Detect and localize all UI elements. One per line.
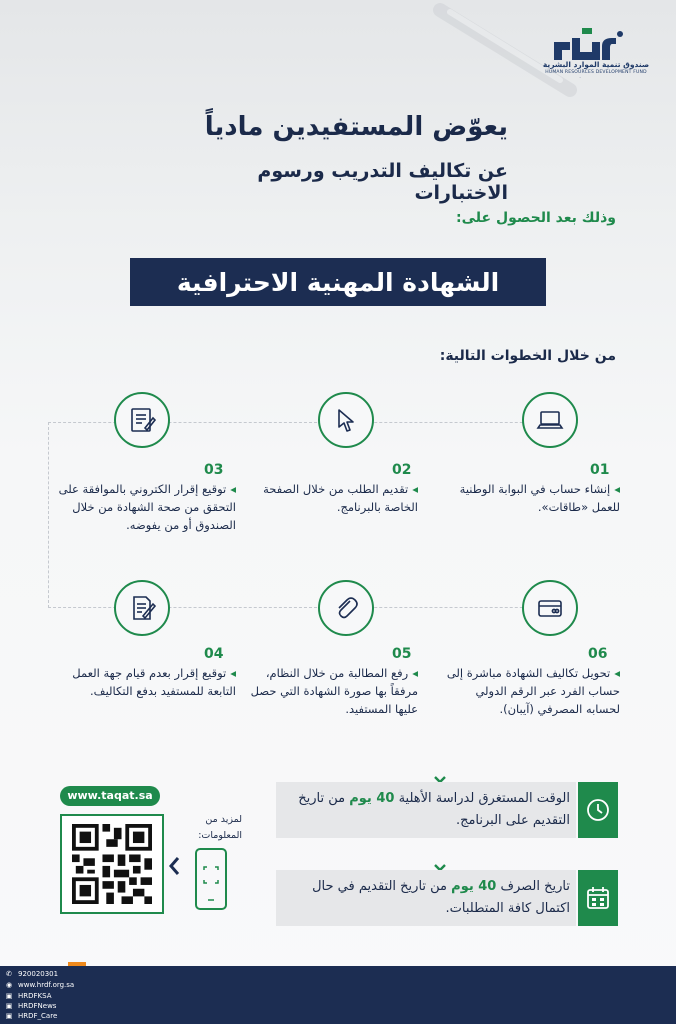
eligibility-text [286, 788, 570, 832]
payment-text [286, 876, 570, 920]
payment-days: 40 يوم [451, 879, 497, 894]
step-05 [250, 664, 418, 718]
laptop-icon [534, 404, 566, 436]
step-02-circle [318, 392, 374, 448]
website-link[interactable]: www.taqat.sa [60, 786, 160, 806]
phone-scan-icon [195, 848, 227, 910]
step-04-circle [114, 580, 170, 636]
step-03-text: توقيع إقرار الكتروني بالموافقة على التحقق من صحة الشهادة من خلال الصندوق أو من يفوضه. [58, 482, 236, 532]
payment-text-before: تاريخ الصرف [500, 879, 570, 894]
more-info-label: لمزيد من المعلومات: [198, 814, 242, 841]
payment-info-box [276, 870, 576, 926]
form-check-icon [126, 404, 158, 436]
cursor-icon [330, 404, 362, 436]
document-pen-icon [126, 592, 158, 624]
step-01-chevron-icon: ◂ [610, 482, 620, 496]
certificate-title: الشهادة المهنية الاحترافية [176, 267, 500, 297]
step-04 [54, 664, 236, 700]
step-04-chevron-icon: ◂ [226, 666, 236, 680]
step-02-number: 02 [392, 462, 412, 478]
step-06 [444, 664, 620, 718]
steps-intro: من خلال الخطوات التالية: [439, 348, 616, 364]
step-05-circle [318, 580, 374, 636]
paperclip-icon [330, 592, 362, 624]
footer-social-1[interactable]: HRDFKSA [18, 992, 52, 1000]
calendar-icon [584, 884, 612, 912]
certificate-title-box [130, 258, 546, 306]
globe-icon: ◉ [5, 981, 13, 989]
step-05-chevron-icon: ◂ [408, 666, 418, 680]
step-03-circle [114, 392, 170, 448]
intro-condition: وذلك بعد الحصول على: [456, 210, 616, 226]
logo-wordmark: هدف [578, 78, 582, 79]
headline-sub: عن تكاليف التدريب ورسوم الاختبارات [257, 160, 508, 204]
care-icon: ▣ [5, 1012, 13, 1020]
footer-social-3[interactable]: HRDF_Care [18, 1012, 58, 1020]
payment-text-after: من تاريخ التقديم في حال اكتمال كافة المتطلبات. [312, 879, 570, 916]
step-04-number: 04 [204, 646, 224, 662]
org-name-en: HUMAN RESOURCES DEVELOPMENT FUND [545, 70, 647, 75]
step-03 [54, 480, 236, 534]
phone-icon: ✆ [6, 970, 12, 978]
step-01-text: إنشاء حساب في البوابة الوطنية للعمل «طاقات». [459, 482, 620, 514]
eligibility-info-box [276, 782, 576, 838]
step-06-number: 06 [588, 646, 608, 662]
step-06-text: تحويل تكاليف الشهادة مباشرة إلى حساب الفرد عبر الرقم الدولي لحسابه المصرفي (آيبان). [446, 666, 620, 716]
step-03-number: 03 [204, 462, 224, 478]
step-06-chevron-icon: ◂ [610, 666, 620, 680]
step-01 [444, 480, 620, 516]
footer-phone[interactable]: 920020301 [18, 970, 59, 978]
clock-icon [584, 796, 612, 824]
eligibility-text-before: الوقت المستغرق لدراسة الأهلية [398, 791, 570, 806]
step-05-text: رفع المطالبة من خلال النظام، مرفقاً بها صورة الشهادة التي حصل عليها المستفيد. [250, 666, 418, 716]
chevron-left-icon [168, 856, 180, 876]
eligibility-days: 40 يوم [349, 791, 395, 806]
qr-code[interactable] [60, 814, 164, 914]
step-05-number: 05 [392, 646, 412, 662]
eligibility-text-after: من تاريخ التقديم على البرنامج. [298, 791, 570, 828]
footer [0, 966, 676, 1024]
payment-icon-box [578, 870, 618, 926]
step-03-chevron-icon: ◂ [226, 482, 236, 496]
footer-website[interactable]: www.hrdf.org.sa [18, 981, 75, 989]
footer-social-2[interactable]: HRDFNews [18, 1002, 57, 1010]
headline-main: يعوّض المستفيدين مادياً [204, 112, 508, 142]
news-icon: ▣ [5, 1002, 13, 1010]
step-02 [250, 480, 418, 516]
step-06-circle [522, 580, 578, 636]
qr-code-icon [70, 824, 154, 904]
step-04-text: توقيع إقرار بعدم قيام جهة العمل التابعة للمستفيد بدفع التكاليف. [72, 666, 236, 698]
step-02-chevron-icon: ◂ [408, 482, 418, 496]
step-02-text: تقديم الطلب من خلال الصفحة الخاصة بالبرنامج. [263, 482, 418, 514]
social-icons: ▣ [5, 992, 13, 1000]
step-01-circle [522, 392, 578, 448]
org-name-ar: صندوق تنمية الموارد البشرية [542, 60, 650, 69]
step-01-number: 01 [590, 462, 610, 478]
credit-card-icon [534, 592, 566, 624]
eligibility-icon-box [578, 782, 618, 838]
